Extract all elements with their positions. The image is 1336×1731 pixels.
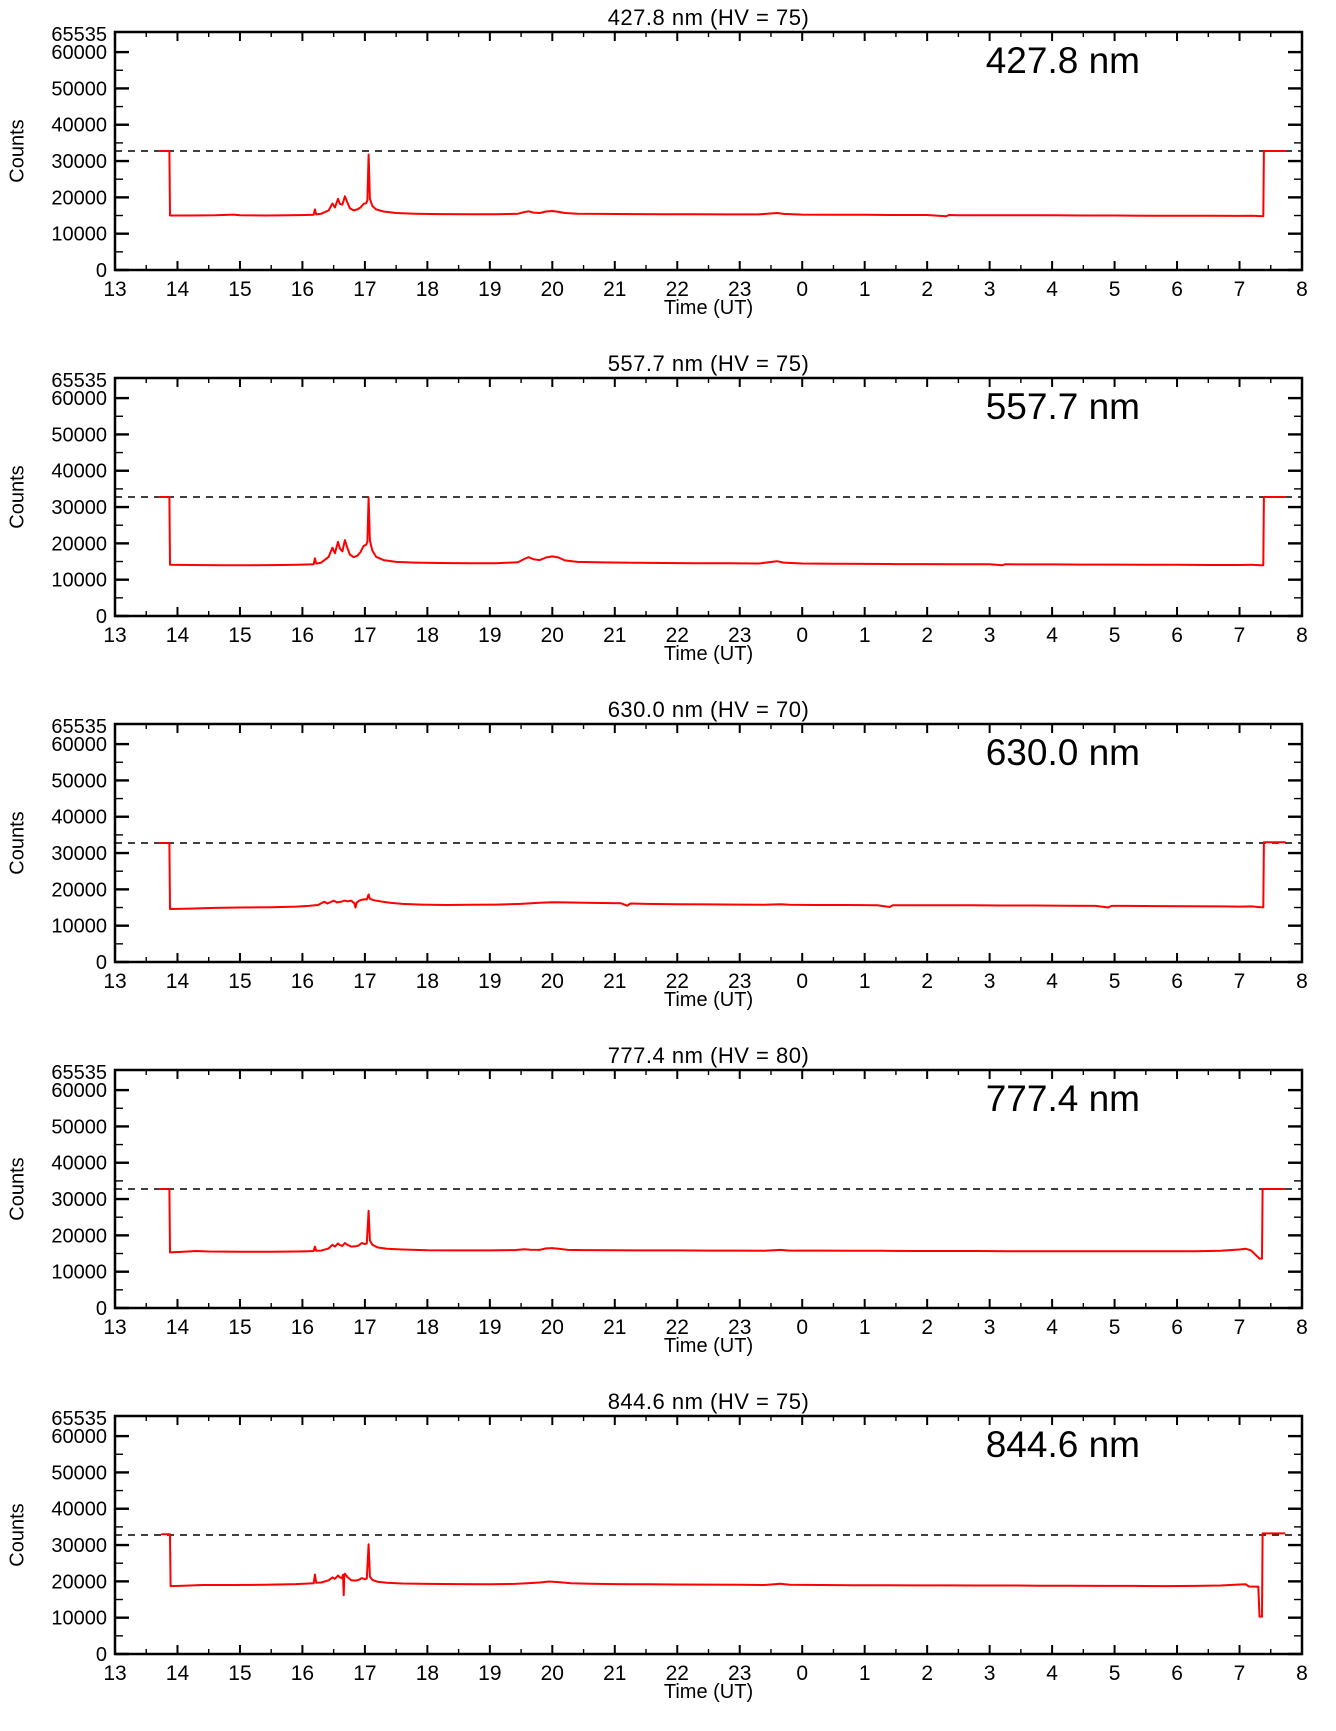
x-tick-label: 4 <box>1046 970 1058 993</box>
y-tick-label: 40000 <box>51 1152 107 1175</box>
wavelength-corner-label: 630.0 nm <box>985 732 1140 773</box>
x-tick-label: 6 <box>1171 970 1183 993</box>
counts-series-line <box>162 1533 1285 1616</box>
y-tick-label: 50000 <box>51 1462 107 1485</box>
wavelength-corner-label: 557.7 nm <box>985 386 1140 427</box>
x-tick-label: 7 <box>1233 1662 1246 1685</box>
x-tick-label: 20 <box>540 624 564 647</box>
x-tick-label: 0 <box>796 1316 809 1339</box>
y-tick-label: 40000 <box>51 806 107 829</box>
x-tick-label: 3 <box>983 1316 996 1339</box>
x-tick-label: 1 <box>858 1316 871 1339</box>
y-tick-label: 20000 <box>51 187 107 210</box>
x-tick-label: 6 <box>1171 1316 1183 1339</box>
x-tick-label: 4 <box>1046 1316 1058 1339</box>
x-tick-label: 16 <box>290 1316 315 1339</box>
x-tick-label: 8 <box>1296 624 1308 647</box>
x-tick-label: 23 <box>728 1316 752 1339</box>
x-tick-label: 0 <box>796 970 809 993</box>
x-tick-label: 13 <box>103 1316 127 1339</box>
x-tick-label: 5 <box>1108 278 1121 301</box>
y-tick-label: 0 <box>95 952 107 974</box>
x-tick-label: 8 <box>1296 1316 1308 1339</box>
x-tick-label: 2 <box>921 1662 934 1685</box>
x-tick-label: 4 <box>1046 624 1058 647</box>
x-tick-label: 23 <box>728 1662 752 1685</box>
x-tick-label: 8 <box>1296 970 1308 993</box>
counts-series-line <box>160 497 1285 565</box>
chart-panel-557-7nm <box>0 346 1336 692</box>
x-tick-label: 3 <box>983 278 996 301</box>
y-tick-label: 10000 <box>51 1607 107 1630</box>
wavelength-corner-label: 844.6 nm <box>985 1424 1140 1465</box>
x-tick-label: 15 <box>228 624 252 647</box>
x-tick-label: 1 <box>858 1662 871 1685</box>
y-tick-label: 10000 <box>51 1261 107 1284</box>
y-tick-label: 30000 <box>51 843 107 866</box>
chart-panel-630-0nm <box>0 692 1336 1038</box>
y-tick-label: 30000 <box>51 151 107 174</box>
x-tick-label: 14 <box>165 970 190 993</box>
chart-title: 427.8 nm (HV = 75) <box>607 5 810 30</box>
y-tick-label: 65535 <box>51 370 107 392</box>
x-tick-label: 1 <box>858 278 871 301</box>
chart-title: 557.7 nm (HV = 75) <box>607 351 810 376</box>
y-tick-label: 40000 <box>51 1498 107 1521</box>
x-tick-label: 3 <box>983 624 996 647</box>
y-tick-label: 65535 <box>51 24 107 46</box>
y-tick-label: 50000 <box>51 1116 107 1139</box>
x-tick-label: 5 <box>1108 970 1121 993</box>
x-tick-label: 6 <box>1171 1662 1183 1685</box>
y-tick-label: 60000 <box>51 1426 107 1449</box>
x-tick-label: 13 <box>103 278 127 301</box>
x-tick-label: 19 <box>478 970 502 993</box>
wavelength-corner-label: 777.4 nm <box>985 1078 1140 1119</box>
x-tick-label: 6 <box>1171 278 1183 301</box>
x-tick-label: 2 <box>921 1316 934 1339</box>
x-tick-label: 7 <box>1233 970 1246 993</box>
y-tick-label: 40000 <box>51 114 107 137</box>
x-axis-title: Time (UT) <box>663 1681 754 1703</box>
x-tick-label: 15 <box>228 970 252 993</box>
x-tick-label: 22 <box>665 624 689 647</box>
x-tick-label: 23 <box>728 278 752 301</box>
x-tick-label: 16 <box>290 1662 315 1685</box>
y-tick-label: 65535 <box>51 1408 107 1430</box>
x-tick-label: 3 <box>983 970 996 993</box>
x-tick-label: 17 <box>353 1316 377 1339</box>
x-tick-label: 20 <box>540 1316 564 1339</box>
x-tick-label: 16 <box>290 278 315 301</box>
x-tick-label: 21 <box>603 624 627 647</box>
x-tick-label: 21 <box>603 278 627 301</box>
x-tick-label: 0 <box>796 278 809 301</box>
counts-series-line <box>160 842 1285 909</box>
x-tick-label: 23 <box>728 970 752 993</box>
x-tick-label: 18 <box>415 1316 440 1339</box>
x-tick-label: 0 <box>796 624 809 647</box>
x-tick-label: 16 <box>290 624 315 647</box>
x-tick-label: 14 <box>165 1662 190 1685</box>
y-tick-label: 20000 <box>51 879 107 902</box>
x-tick-label: 6 <box>1171 624 1183 647</box>
x-tick-label: 19 <box>478 624 502 647</box>
y-tick-label: 60000 <box>51 734 107 757</box>
x-tick-label: 5 <box>1108 1316 1121 1339</box>
chart-panel-427-8nm <box>0 0 1336 346</box>
y-tick-label: 0 <box>95 260 107 282</box>
y-tick-label: 10000 <box>51 223 107 246</box>
y-axis-title: Counts <box>6 1503 29 1567</box>
x-tick-label: 17 <box>353 1662 377 1685</box>
x-tick-label: 1 <box>858 970 871 993</box>
chart-title: 777.4 nm (HV = 80) <box>607 1043 810 1068</box>
chart-title: 844.6 nm (HV = 75) <box>607 1389 810 1414</box>
x-tick-label: 14 <box>165 624 190 647</box>
x-tick-label: 2 <box>921 278 934 301</box>
x-tick-label: 0 <box>796 1662 809 1685</box>
y-tick-label: 60000 <box>51 1080 107 1103</box>
y-axis-title: Counts <box>6 119 29 183</box>
x-tick-label: 14 <box>165 1316 190 1339</box>
x-tick-label: 19 <box>478 1662 502 1685</box>
x-tick-label: 7 <box>1233 278 1246 301</box>
x-axis-title: Time (UT) <box>663 297 754 319</box>
x-axis-title: Time (UT) <box>663 1335 754 1357</box>
x-tick-label: 19 <box>478 1316 502 1339</box>
y-axis-title: Counts <box>6 465 29 529</box>
y-tick-label: 50000 <box>51 424 107 447</box>
y-tick-label: 60000 <box>51 388 107 411</box>
x-tick-label: 23 <box>728 624 752 647</box>
x-tick-label: 5 <box>1108 1662 1121 1685</box>
x-tick-label: 20 <box>540 278 564 301</box>
x-tick-label: 7 <box>1233 624 1246 647</box>
x-tick-label: 22 <box>665 1662 689 1685</box>
x-tick-label: 2 <box>921 624 934 647</box>
x-tick-label: 15 <box>228 1316 252 1339</box>
x-tick-label: 20 <box>540 970 564 993</box>
x-tick-label: 7 <box>1233 1316 1246 1339</box>
x-tick-label: 5 <box>1108 624 1121 647</box>
x-tick-label: 8 <box>1296 1662 1308 1685</box>
y-axis-title: Counts <box>6 1157 29 1221</box>
y-tick-label: 30000 <box>51 1189 107 1212</box>
counts-series-line <box>160 151 1285 216</box>
y-tick-label: 30000 <box>51 497 107 520</box>
y-tick-label: 20000 <box>51 533 107 556</box>
x-tick-label: 19 <box>478 278 502 301</box>
x-tick-label: 4 <box>1046 1662 1058 1685</box>
y-tick-label: 30000 <box>51 1535 107 1558</box>
x-tick-label: 13 <box>103 624 127 647</box>
chart-title: 630.0 nm (HV = 70) <box>607 697 810 722</box>
x-tick-label: 21 <box>603 1662 627 1685</box>
x-tick-label: 13 <box>103 1662 127 1685</box>
x-tick-label: 15 <box>228 1662 252 1685</box>
x-axis-title: Time (UT) <box>663 989 754 1011</box>
x-tick-label: 22 <box>665 1316 689 1339</box>
y-tick-label: 20000 <box>51 1225 107 1248</box>
x-axis-title: Time (UT) <box>663 643 754 665</box>
x-tick-label: 22 <box>665 278 689 301</box>
y-tick-label: 10000 <box>51 915 107 938</box>
x-tick-label: 15 <box>228 278 252 301</box>
x-tick-label: 17 <box>353 278 377 301</box>
x-tick-label: 13 <box>103 970 127 993</box>
y-tick-label: 0 <box>95 1644 107 1666</box>
chart-panel-844-6nm <box>0 1384 1336 1730</box>
x-tick-label: 22 <box>665 970 689 993</box>
counts-series-line <box>160 1189 1285 1259</box>
x-tick-label: 8 <box>1296 278 1308 301</box>
y-tick-label: 40000 <box>51 460 107 483</box>
x-tick-label: 18 <box>415 1662 440 1685</box>
x-tick-label: 21 <box>603 1316 627 1339</box>
x-tick-label: 20 <box>540 1662 564 1685</box>
chart-panel-777-4nm <box>0 1038 1336 1384</box>
x-tick-label: 16 <box>290 970 315 993</box>
x-tick-label: 18 <box>415 624 440 647</box>
x-tick-label: 14 <box>165 278 190 301</box>
y-tick-label: 20000 <box>51 1571 107 1594</box>
y-tick-label: 60000 <box>51 42 107 65</box>
y-tick-label: 0 <box>95 606 107 628</box>
x-tick-label: 18 <box>415 278 440 301</box>
x-tick-label: 3 <box>983 1662 996 1685</box>
y-axis-title: Counts <box>6 811 29 875</box>
y-tick-label: 65535 <box>51 716 107 738</box>
x-tick-label: 17 <box>353 624 377 647</box>
x-tick-label: 18 <box>415 970 440 993</box>
x-tick-label: 21 <box>603 970 627 993</box>
y-tick-label: 50000 <box>51 770 107 793</box>
y-tick-label: 0 <box>95 1298 107 1320</box>
y-tick-label: 65535 <box>51 1062 107 1084</box>
y-tick-label: 50000 <box>51 78 107 101</box>
x-tick-label: 4 <box>1046 278 1058 301</box>
wavelength-corner-label: 427.8 nm <box>985 40 1140 81</box>
x-tick-label: 17 <box>353 970 377 993</box>
y-tick-label: 10000 <box>51 569 107 592</box>
x-tick-label: 1 <box>858 624 871 647</box>
x-tick-label: 2 <box>921 970 934 993</box>
